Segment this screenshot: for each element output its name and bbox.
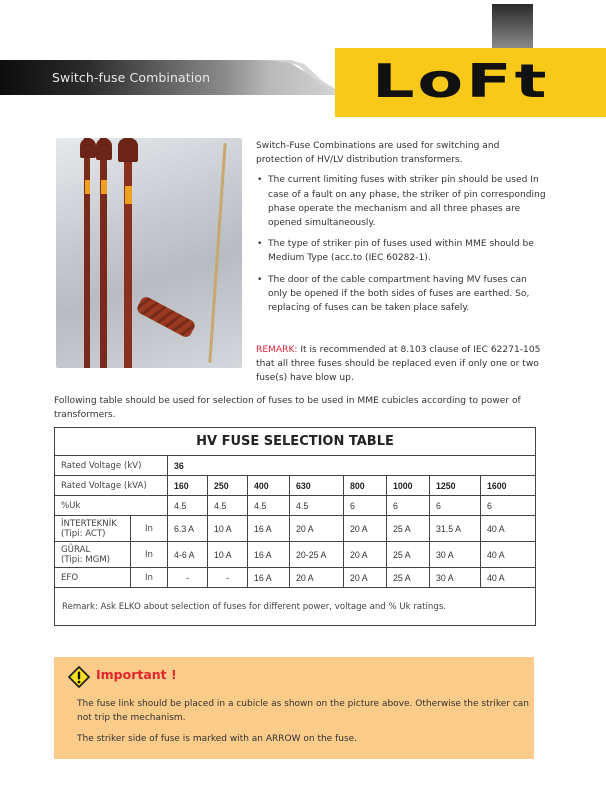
- fuse-rating-cell: 30 A: [430, 542, 481, 568]
- fuse-rating-cell: 20 A: [344, 568, 387, 588]
- fuse-rating-cell: 30 A: [430, 568, 481, 588]
- fuse-rating-cell: 20 A: [290, 516, 344, 542]
- fuse-rating-cell: 31.5 A: [430, 516, 481, 542]
- fuse-rating-cell: 6.3 A: [168, 516, 208, 542]
- remark-label: REMARK:: [256, 345, 298, 355]
- uk-cell: 4.5: [248, 496, 290, 516]
- switch-fuse-compartment-photo: [56, 138, 242, 368]
- hv-fuse-selection-table: [54, 427, 536, 626]
- warning-icon: [68, 666, 90, 688]
- kva-cell: 1600: [481, 476, 536, 496]
- maker-cell: [55, 516, 131, 542]
- fuse-rating-cell: 20 A: [290, 568, 344, 588]
- fuse-rating-cell: 25 A: [387, 542, 430, 568]
- important-line: The striker side of fuse is marked with an ARROW on the fuse.: [77, 734, 358, 744]
- uk-cell: 4.5: [208, 496, 248, 516]
- bullet-item: • The type of striker pin of fuses used within MME should be Medium Type (acc.to (IEC 60282-1).: [256, 237, 546, 265]
- kva-cell: 160: [168, 476, 208, 496]
- fuse-rating-cell: 16 A: [248, 568, 290, 588]
- uk-cell: 6: [430, 496, 481, 516]
- table-row-gural: [55, 542, 536, 568]
- fuse-rating-cell: 20 A: [344, 516, 387, 542]
- table-row-interteknik: [55, 516, 536, 542]
- kva-cell: 630: [290, 476, 344, 496]
- header-gray-accent: [492, 4, 533, 48]
- section-title: Switch-fuse Combination: [52, 70, 211, 85]
- kva-cell: 1000: [387, 476, 430, 496]
- kva-cell: 250: [208, 476, 248, 496]
- kva-cell: 400: [248, 476, 290, 496]
- fuse-label: [125, 186, 132, 204]
- maker-name: GÜRAL: [61, 544, 91, 555]
- maker-type: (Tipi: MGM): [61, 554, 111, 565]
- important-line: The fuse link should be placed in a cubicle as shown on the picture above. Otherwise the striker can not trip the mechanism.: [77, 699, 529, 723]
- kva-cell: 800: [344, 476, 387, 496]
- maker-cell: EFO: [55, 568, 131, 588]
- maker-type: (Tipi: ACT): [61, 528, 106, 539]
- table-remark: Remark: Ask ELKO about selection of fuses for different power, voltage and % Uk ratings.: [55, 588, 536, 626]
- table-row-efo: [55, 568, 536, 588]
- uk-cell: 4.5: [168, 496, 208, 516]
- fuse-rating-cell: 20-25 A: [290, 542, 344, 568]
- fuse-rating-cell: 10 A: [208, 542, 248, 568]
- table-title: HV FUSE SELECTION TABLE: [55, 428, 536, 456]
- unit-cell: In: [131, 516, 168, 542]
- rated-kv-label: Rated Voltage (kV): [55, 456, 168, 476]
- insulator-bellow: [135, 295, 196, 339]
- rated-kv-value: 36: [168, 456, 536, 476]
- brand-logo: LoFt: [372, 54, 550, 108]
- maker-name: İNTERTEKNİK: [61, 518, 117, 529]
- fuse-rating-cell: 20 A: [344, 542, 387, 568]
- table-intro-text: Following table should be used for selection of fuses to be used in MME cubicles according to power of transformers.: [54, 396, 521, 421]
- fuse-rating-cell: 40 A: [481, 516, 536, 542]
- intro-text: [256, 139, 546, 322]
- fuse-rating-cell: -: [168, 568, 208, 588]
- unit-cell: In: [131, 542, 168, 568]
- rated-kva-label: Rated Voltage (kVA): [55, 476, 168, 496]
- fuse-rating-cell: 40 A: [481, 542, 536, 568]
- fuse-rating-cell: -: [208, 568, 248, 588]
- important-text: [77, 697, 529, 753]
- intro-bullets: [256, 173, 546, 315]
- fuse-label: [85, 180, 90, 194]
- unit-cell: In: [131, 568, 168, 588]
- guide-rail: [208, 143, 226, 363]
- fuse-cap: [96, 138, 112, 160]
- uk-cell: 6: [387, 496, 430, 516]
- remark-paragraph: [256, 343, 546, 386]
- fuse-rating-cell: 16 A: [248, 516, 290, 542]
- fuse-rating-cell: 25 A: [387, 516, 430, 542]
- fuse-cap: [80, 138, 96, 158]
- uk-cell: 6: [344, 496, 387, 516]
- fuse-rating-cell: 16 A: [248, 542, 290, 568]
- intro-lead: Switch-Fuse Combinations are used for switching and protection of HV/LV distribution transformers.: [256, 141, 500, 166]
- fuse-rating-cell: 10 A: [208, 516, 248, 542]
- kva-cell: 1250: [430, 476, 481, 496]
- uk-label: %Uk: [55, 496, 168, 516]
- maker-cell: [55, 542, 131, 568]
- fuse-rating-cell: 40 A: [481, 568, 536, 588]
- fuse-rating-cell: 4-6 A: [168, 542, 208, 568]
- uk-cell: 4.5: [290, 496, 344, 516]
- bullet-item: • The door of the cable compartment having MV fuses can only be opened if the both sides of fuses are earthed. So, replacing of fuses can be taken place safely.: [256, 273, 546, 316]
- important-title: Important !: [96, 667, 177, 682]
- fuse-cap: [118, 138, 138, 162]
- uk-cell: 6: [481, 496, 536, 516]
- fuse-label: [101, 180, 107, 194]
- remark-text: It is recommended at 8.103 clause of IEC 62271-105 that all three fuses should be replaced even if only one or two fuse(s) have blow up.: [256, 345, 541, 384]
- fuse-rating-cell: 25 A: [387, 568, 430, 588]
- bullet-item: • The current limiting fuses with striker pin should be used In case of a fault on any phase, the striker of pin corresponding phase operate the mechanism and all three phases are opened simultaneously.: [256, 173, 546, 230]
